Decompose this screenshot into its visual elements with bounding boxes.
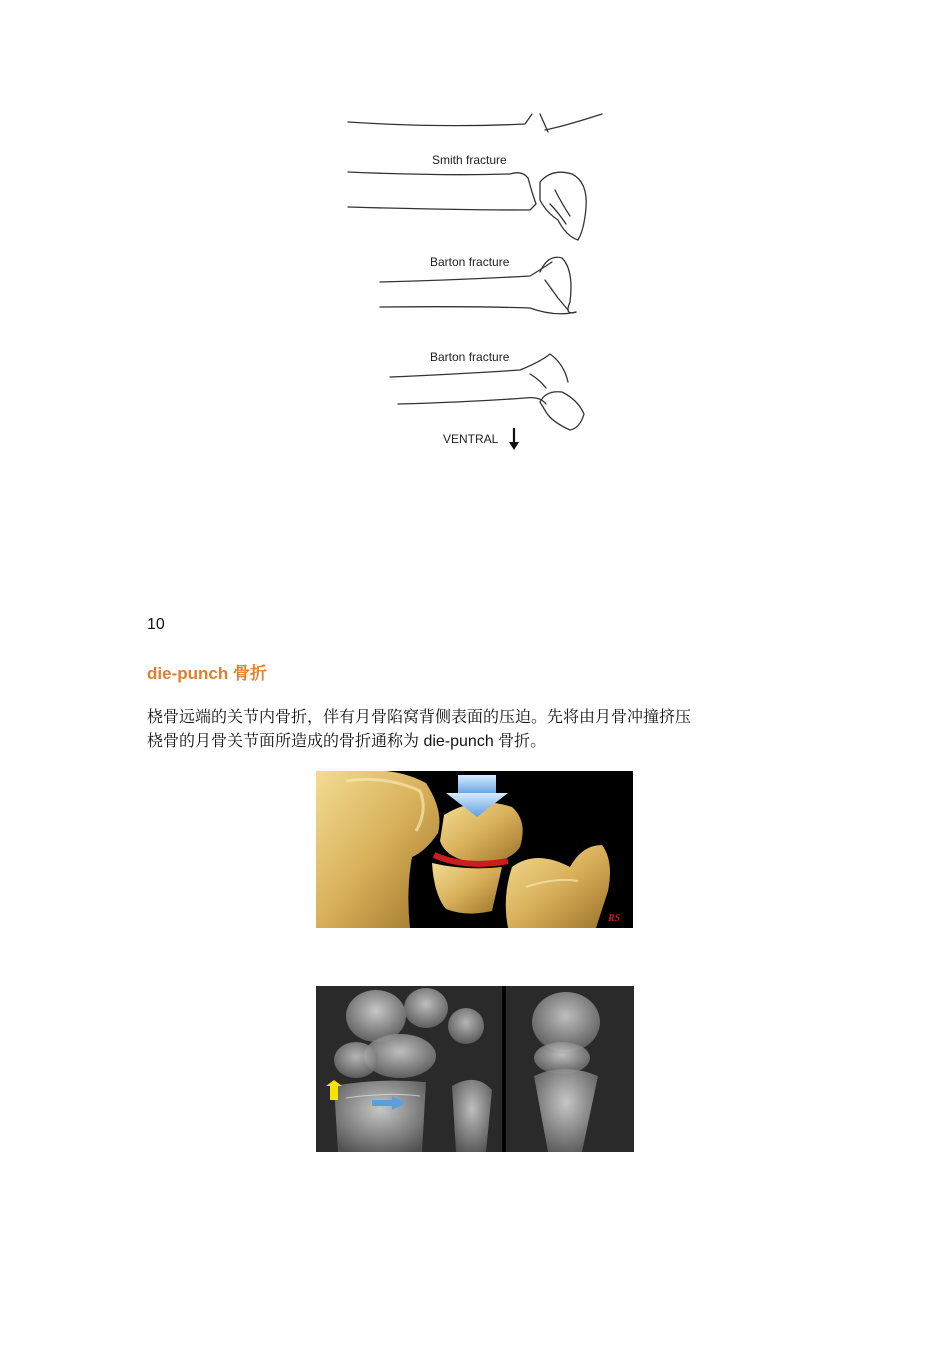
section-body (147, 706, 807, 754)
barton2-fragment (540, 392, 584, 430)
smith-bone-lower (348, 207, 530, 210)
label-barton-fracture-1: Barton fracture (430, 255, 510, 269)
barton2-bone-lower (398, 398, 546, 404)
section-heading: die-punch 骨折 (147, 664, 267, 683)
xray-ap-view (316, 986, 502, 1152)
label-barton-fracture-2: Barton fracture (430, 350, 510, 364)
fracture-diagram (340, 112, 605, 457)
smith-bone-upper (348, 172, 528, 178)
ventral-down-arrow-icon (509, 428, 519, 450)
section-number: 10 (147, 616, 165, 633)
xray-lateral-view (506, 986, 634, 1152)
die-punch-render-figure (316, 771, 633, 928)
barton1-bone-lower (380, 307, 576, 314)
body-line-1: 桡骨远端的关节内骨折，伴有月骨陷窝背侧表面的压迫。先将由月骨冲撞挤压 (147, 709, 692, 726)
top-bone-fragment (545, 114, 602, 130)
label-smith-fracture: Smith fracture (432, 153, 507, 167)
xray-images (316, 986, 634, 1152)
label-ventral: VENTRAL (443, 432, 499, 446)
body-line-2: 桡骨的月骨关节面所造成的骨折通称为 die-punch 骨折。 (147, 733, 547, 750)
fracture-diagram-figure (340, 112, 605, 457)
die-punch-render (316, 771, 633, 928)
signature-mark: RS (608, 913, 621, 924)
xray-figure (316, 986, 634, 1152)
top-bone-outline (348, 114, 532, 126)
